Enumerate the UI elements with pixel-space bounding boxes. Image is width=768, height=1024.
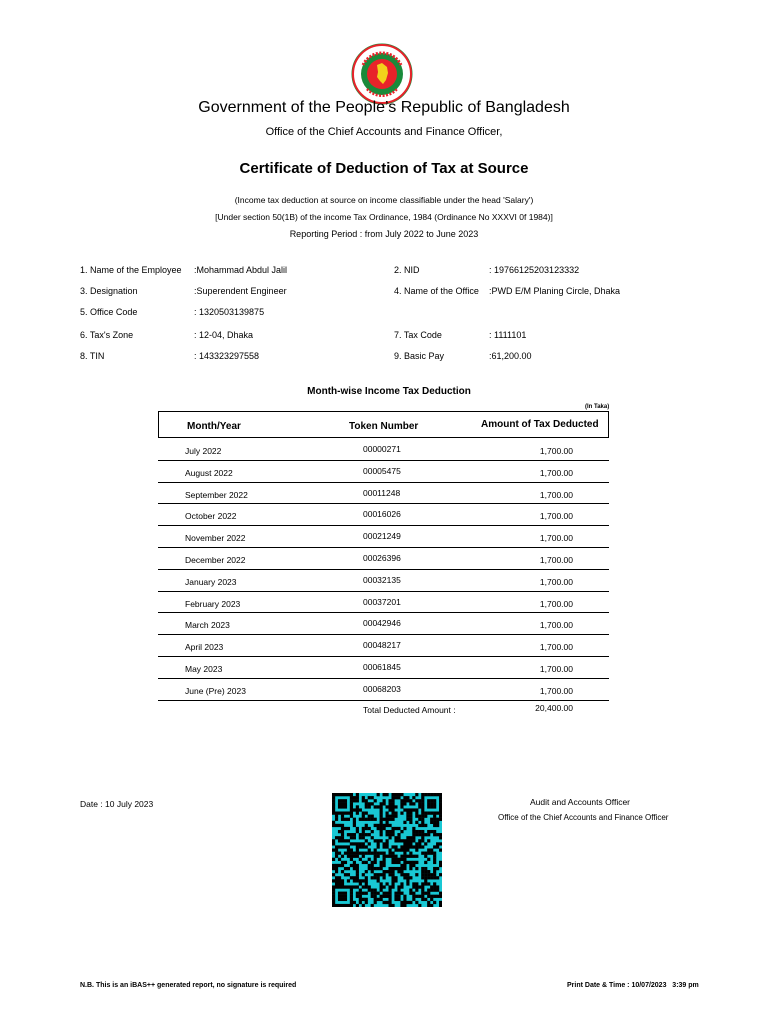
cell-amount: 1,700.00 (539, 620, 573, 631)
cell-token: 00037201 (363, 596, 401, 607)
cell-month: January 2023 (185, 576, 237, 587)
basic-pay-label: 9. Basic Pay (394, 351, 445, 361)
certificate-title: Certificate of Deduction of Tax at Source (239, 160, 529, 177)
office-code-label: 5. Office Code (80, 307, 138, 317)
signatory-title: Audit and Accounts Officer (530, 797, 631, 807)
cell-amount: 1,700.00 (539, 555, 573, 565)
cell-token: 00005475 (363, 465, 401, 476)
cell-amount: 1,700.00 (539, 576, 573, 587)
cell-amount: 1,700.00 (539, 489, 573, 500)
basic-pay-value: :61,200.00 (489, 351, 532, 361)
cell-month: February 2023 (185, 598, 241, 609)
total-value: 20,400.00 (535, 703, 573, 713)
cell-token: 00032135 (363, 574, 401, 585)
cell-month: May 2023 (185, 664, 223, 674)
column-header-amount: Amount of Tax Deducted (481, 419, 599, 430)
generated-report-note: N.B. This is an iBAS++ generated report, no signature is required (80, 982, 297, 989)
cell-amount: 1,700.00 (539, 598, 573, 609)
row-divider (158, 569, 609, 570)
tin-label: 8. TIN (80, 351, 105, 361)
cell-token: 00068203 (363, 683, 401, 694)
nid-label: 2. NID (394, 265, 420, 275)
reporting-period: Reporting Period : from July 2022 to June 2023 (289, 229, 479, 239)
cell-month: December 2022 (185, 555, 246, 565)
tax-zone-value: : 12-04, Dhaka (194, 330, 254, 340)
tax-code-value: : 1111101 (489, 330, 527, 340)
table-title: Month-wise Income Tax Deduction (307, 386, 471, 397)
total-label: Total Deducted Amount : (363, 705, 456, 715)
cell-amount: 1,700.00 (539, 511, 573, 522)
issue-date: Date : 10 July 2023 (80, 799, 154, 809)
cell-month: June (Pre) 2023 (185, 685, 246, 696)
row-divider (158, 460, 609, 461)
cell-month: October 2022 (185, 511, 237, 522)
cell-month: September 2022 (185, 489, 248, 500)
column-header-token: Token Number (349, 421, 419, 432)
tax-code-label: 7. Tax Code (394, 330, 442, 340)
cell-amount: 1,700.00 (539, 446, 573, 456)
cell-amount: 1,700.00 (539, 467, 573, 478)
tax-zone-label: 6. Tax's Zone (80, 330, 134, 340)
table-header (158, 411, 609, 438)
cell-token: 00042946 (363, 618, 401, 629)
office-name-label: 4. Name of the Office (394, 286, 479, 296)
cell-month: July 2022 (185, 446, 222, 456)
cell-token: 00021249 (363, 531, 401, 542)
certificate-subtitle: (Income tax deduction at source on income classifiable under the head 'Salary') (234, 195, 534, 205)
government-seal-icon (351, 43, 413, 105)
office-code-value: : 1320503139875 (194, 307, 265, 317)
cell-token: 00011248 (363, 487, 401, 498)
row-divider (158, 503, 609, 504)
government-title: Government of the People’s Republic of Bangladesh (198, 99, 570, 116)
cell-month: March 2023 (185, 620, 230, 631)
row-divider (158, 591, 609, 592)
column-header-month: Month/Year (187, 421, 241, 432)
tin-value: : 143323297558 (194, 351, 260, 361)
cell-token: 00016026 (363, 509, 401, 520)
employee-name-label: 1. Name of the Employee (80, 265, 182, 275)
row-divider (158, 547, 609, 548)
designation-value: :Superendent Engineer (194, 286, 287, 296)
row-divider (158, 656, 609, 657)
row-divider (158, 678, 609, 679)
nid-value: : 19766125203123332 (489, 265, 580, 275)
row-divider (158, 700, 609, 701)
cell-token: 00026396 (363, 553, 401, 563)
cell-month: April 2023 (185, 642, 224, 653)
cell-token: 00061845 (363, 662, 401, 672)
cell-token: 00048217 (363, 640, 401, 651)
cell-amount: 1,700.00 (539, 642, 573, 653)
currency-note: (In Taka) (585, 404, 610, 410)
legal-reference: [Under section 50(1B) of the income Tax Ordinance, 1984 (Ordinance No XXXVI 0f 1984)] (215, 212, 553, 222)
office-title: Office of the Chief Accounts and Finance Officer, (265, 126, 503, 138)
row-divider (158, 482, 609, 483)
designation-label: 3. Designation (80, 286, 138, 296)
employee-name-value: :Mohammad Abdul Jalil (194, 265, 288, 275)
cell-amount: 1,700.00 (539, 685, 573, 696)
row-divider (158, 612, 609, 613)
cell-month: August 2022 (185, 467, 233, 478)
office-name-value: :PWD E/M Planing Circle, Dhaka (489, 286, 621, 296)
signatory-office: Office of the Chief Accounts and Finance Officer (498, 813, 669, 822)
cell-amount: 1,700.00 (539, 664, 573, 674)
cell-token: 00000271 (363, 444, 401, 454)
print-date-time: Print Date & Time : 10/07/2023 3:39 pm (567, 982, 699, 989)
qr-code-icon (332, 793, 442, 907)
row-divider (158, 634, 609, 635)
row-divider (158, 525, 609, 526)
cell-amount: 1,700.00 (539, 533, 573, 544)
cell-month: November 2022 (185, 533, 246, 544)
